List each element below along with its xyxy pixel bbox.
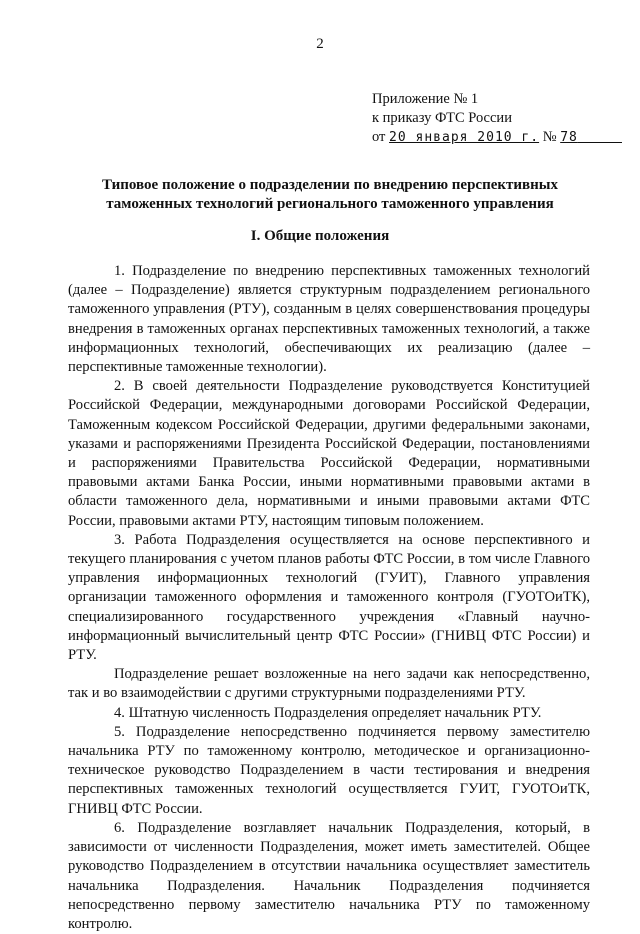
number-prefix: № [542, 129, 557, 145]
paragraph-5: 5. Подразделение непосредственно подчиняется первому заместителю начальника РТУ по таможенному контролю, методическое и организационно-техническое руководство Подразделением в части тестирования и внедрения перспективных таможенных технологий осуществляется ГУИТ, ГУОТОиТК, ГНИВЦ ФТС России. [68, 723, 590, 817]
paragraph-3-continuation: Подразделение решает возложенные на него задачи как непосредственно, так и во взаимодействии с другими структурными подразделениями РТУ. [68, 666, 590, 702]
paragraph-2: 2. В своей деятельности Подразделение руководствуется Конституцией Российской Федерации, международными договорами Российской Федерации, Таможенным кодексом Российской Федерации, другими федеральными законами, указами и распоряжениями Президента Российской Федерации, постановлениями и распоряжениями Правительства Российской Федерации, нормативными правовыми актами Банка России, иными нормативными правовыми актами в области таможенного дела, нормативными и иными правовыми актами ФТС России, правовыми актами РТУ, настоящим типовым положением. [68, 378, 590, 529]
document-title [60, 176, 600, 214]
paragraph-1: 1. Подразделение по внедрению перспективных таможенных технологий (далее – Подразделение) является структурным подразделением регионального таможенного управления (РТУ), созданным в целях совершенствования процедуры внедрения в таможенных органах перспективных таможенных технологий, а также информационных технологий, обеспечивающих их реализацию (далее – перспективные таможенные технологии). [68, 263, 590, 376]
date-prefix: от [372, 129, 386, 145]
appendix-date-line [372, 128, 622, 147]
paragraph-4: 4. Штатную численность Подразделения определяет начальник РТУ. [114, 704, 542, 721]
document-title-line-1: Типовое положение о подразделении по внедрению перспективных [102, 177, 558, 193]
document-body [68, 262, 590, 934]
paragraph-3: 3. Работа Подразделения осуществляется на основе перспективного и текущего планирования с учетом планов работы ФТС России, в том числе Главного управления информационных технологий (ГУИТ), Главного управления организации таможенного оформления и таможенного контроля (ГУОТОиТК), специализированного государственного учреждения «Главный научно-информационный вычислительный центр ФТС России» (ГНИВЦ ФТС России) и РТУ. [68, 531, 590, 664]
page-number: 2 [316, 36, 324, 52]
section-heading: I. Общие положения [250, 228, 390, 244]
document-title-line-2: таможенных технологий регионального таможенного управления [106, 196, 554, 212]
appendix-order-ref: к приказу ФТС России [372, 110, 512, 126]
handwritten-order-number: 78 [560, 130, 578, 145]
paragraph-6: 6. Подразделение возглавляет начальник Подразделения, который, в зависимости от численности Подразделения, может иметь заместителей. Общее руководство Подразделением в отсутствии начальника осуществляет заместитель начальника Подразделения. Начальник Подразделения подчиняется непосредственно первому заместителю начальника РТУ по таможенному контролю. [68, 819, 590, 932]
appendix-label: Приложение № 1 [372, 91, 479, 107]
handwritten-date: 20 января 2010 г. [389, 130, 540, 145]
appendix-block [372, 90, 622, 147]
